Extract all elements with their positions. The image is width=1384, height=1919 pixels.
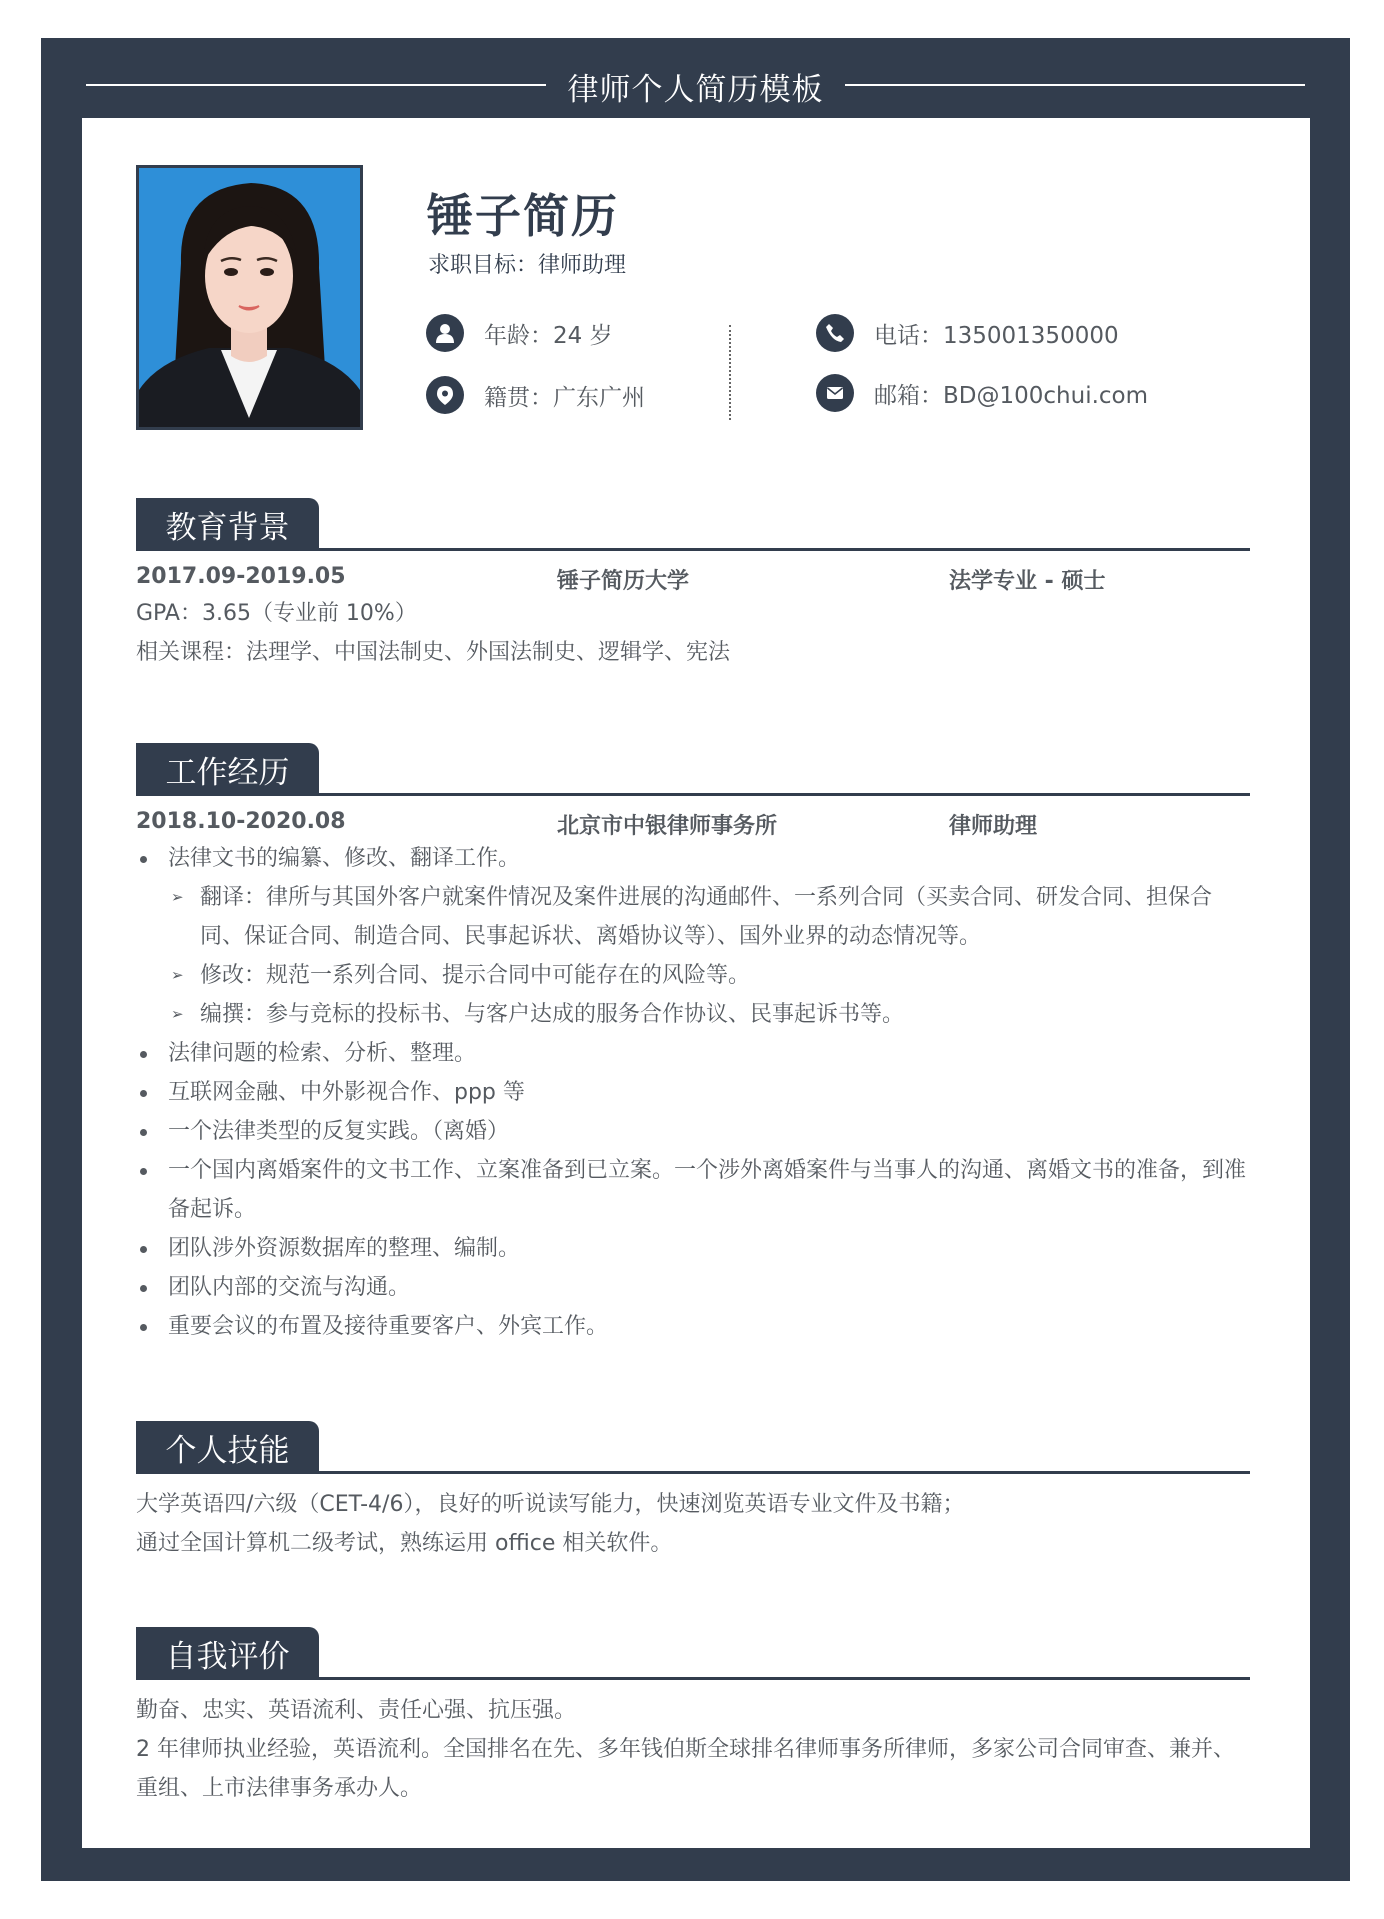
work-period: 2018.10-2020.08 [136, 809, 346, 834]
skills-line-1: 大学英语四/六级（CET-4/6），良好的听说读写能力，快速浏览英语专业文件及书籍； [136, 1492, 965, 1517]
candidate-name: 锤子简历 [427, 189, 619, 243]
work-position: 律师助理 [949, 814, 1038, 839]
title-bar [41, 38, 1350, 118]
work-title: 工作经历 [136, 743, 319, 795]
education-courses: 相关课程：法理学、中国法制史、外国法制史、逻辑学、宪法 [136, 640, 731, 665]
document-title: 律师个人简历模板 [567, 71, 824, 108]
location-pin-icon [426, 376, 464, 414]
title-line-right [845, 84, 1305, 86]
education-school: 锤子简历大学 [557, 569, 690, 594]
list-item: 重要会议的布置及接待重要客户、外宾工作。 [136, 1307, 1250, 1346]
work-company: 北京市中银律师事务所 [557, 814, 778, 839]
skills-section [136, 1421, 1250, 1563]
evaluation-section [136, 1627, 1250, 1808]
phone-info [816, 314, 1119, 352]
job-objective: 求职目标：律师助理 [428, 253, 627, 278]
education-period: 2017.09-2019.05 [136, 564, 346, 589]
section-rule [136, 1471, 1250, 1474]
skills-line-2: 通过全国计算机二级考试，熟练运用 office 相关软件。 [136, 1531, 673, 1556]
section-rule [136, 1677, 1250, 1680]
list-item: 团队涉外资源数据库的整理、编制。 [136, 1229, 1250, 1268]
evaluation-title: 自我评价 [136, 1627, 319, 1679]
phone-icon [816, 314, 854, 352]
education-major: 法学专业 - 硕士 [949, 569, 1106, 594]
email-info [816, 374, 1148, 412]
evaluation-header [136, 1627, 1250, 1681]
user-icon [426, 314, 464, 352]
list-item: 互联网金融、中外影视合作、ppp 等 [136, 1073, 1250, 1112]
section-rule [136, 793, 1250, 796]
evaluation-line-2: 2 年律师执业经验，英语流利。全国排名在先、多年钱伯斯全球排名律师事务所律师，多家公司合同审查、兼并、重组、上市法律事务承办人。 [136, 1737, 1235, 1801]
info-divider [729, 325, 731, 420]
hometown-info [426, 376, 645, 414]
resume-paper [82, 118, 1310, 1848]
phone-text: 电话：135001350000 [874, 322, 1119, 349]
list-item: ➢ 修改：规范一系列合同、提示合同中可能存在的风险等。 [136, 956, 1250, 995]
list-item: 一个国内离婚案件的文书工作、立案准备到已立案。一个涉外离婚案件与当事人的沟通、离婚文书的准备，到准备起诉。 [136, 1151, 1250, 1229]
education-row [136, 552, 1250, 594]
list-item: 法律问题的检索、分析、整理。 [136, 1034, 1250, 1073]
list-item [136, 839, 1250, 1034]
profile-photo [136, 165, 363, 430]
skills-title: 个人技能 [136, 1421, 319, 1473]
evaluation-line-1: 勤奋、忠实、英语流利、责任心强、抗压强。 [136, 1698, 577, 1723]
list-item: 一个法律类型的反复实践。（离婚） [136, 1112, 1250, 1151]
work-header [136, 743, 1250, 797]
list-item: 团队内部的交流与沟通。 [136, 1268, 1250, 1307]
skills-header [136, 1421, 1250, 1475]
title-line-left [86, 84, 546, 86]
education-title: 教育背景 [136, 498, 319, 550]
section-rule [136, 548, 1250, 551]
work-subduties [136, 878, 1250, 1034]
list-item-text: 法律文书的编纂、修改、翻译工作。 [168, 846, 521, 871]
resume-frame [41, 38, 1350, 1881]
work-section [136, 743, 1250, 1346]
work-duties [136, 839, 1250, 1346]
education-gpa: GPA：3.65（专业前 10%） [136, 601, 417, 626]
email-icon [816, 374, 854, 412]
education-header [136, 498, 1250, 552]
work-row [136, 797, 1250, 839]
list-item: ➢ 编撰：参与竞标的投标书、与客户达成的服务合作协议、民事起诉书等。 [136, 995, 1250, 1034]
age-info [426, 314, 613, 352]
email-text: 邮箱：BD@100chui.com [874, 382, 1149, 409]
age-text: 年龄：24 岁 [484, 322, 613, 349]
education-section [136, 498, 1250, 672]
hometown-text: 籍贯：广东广州 [484, 384, 645, 411]
list-item: ➢ 翻译：律所与其国外客户就案件情况及案件进展的沟通邮件、一系列合同（买卖合同、研发合同、担保合同、保证合同、制造合同、民事起诉状、离婚协议等）、国外业界的动态情况等。 [136, 878, 1250, 956]
